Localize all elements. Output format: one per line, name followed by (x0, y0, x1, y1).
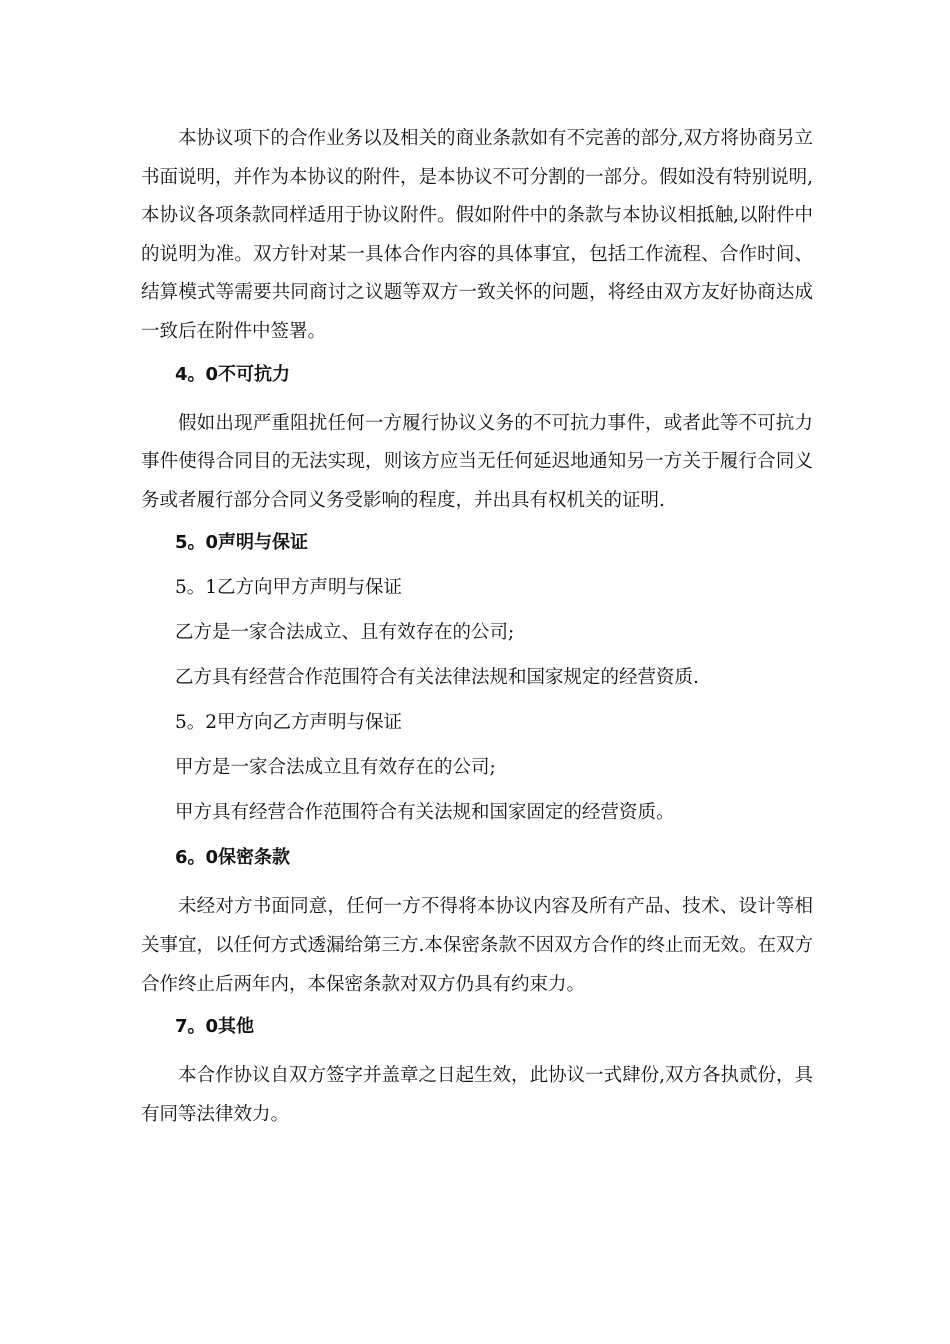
other-heading: 7。0其他 (175, 1016, 255, 1038)
warranty-item-5-1-a: 乙方是一家合法成立、且有效存在的公司; (175, 622, 515, 644)
attachments-paragraph: 本协议项下的合作业务以及相关的商业条款如有不完善的部分,双方将协商另立书面说明，并作为本协议的附件，是本协议不可分割的一部分。假如没有特别说明,本协议各项条款同样适用于协议附件。假如附件中的条款与本协议相抵触,以附件中的说明为准。双方针对某一具体合作内容的具体事宜，包括工作流程、合作时间、结算模式等需要共同商讨之议题等双方一致关怀的问题，将经由双方友好协商达成一致后在附件中签署。 (141, 128, 813, 342)
warranty-item-5-2-a: 甲方是一家合法成立且有效存在的公司; (175, 757, 496, 779)
warranty-heading: 5。0声明与保证 (175, 532, 309, 554)
warranty-item-5-2-b: 甲方具有经营合作范围符合有关法规和国家固定的经营资质。 (175, 802, 675, 824)
attachments-section (141, 120, 813, 352)
force-majeure-paragraph: 假如出现严重阻扰任何一方履行协议义务的不可抗力事件，或者此等不可抗力事件使得合同目的无法实现，则该方应当无任何延迟地通知另一方关于履行合同义务或者履行部分合同义务受影响的程度，并出具有权机关的证明. (141, 412, 813, 511)
document-body (141, 120, 813, 1142)
confidentiality-paragraph: 未经对方书面同意，任何一方不得将本协议内容及所有产品、技术、设计等相关事宜，以任何方式透漏给第三方.本保密条款不因双方合作的终止而无效。在双方合作终止后两年内，本保密条款对双方仍具有约束力。 (141, 896, 813, 995)
force-majeure-heading: 4。0不可抗力 (175, 363, 291, 385)
force-majeure-section (141, 405, 813, 521)
confidentiality-section (141, 888, 813, 1004)
other-paragraph: 本合作协议自双方签字并盖章之日起生效，此协议一式肆份,双方各执贰份，具有同等法律效力。 (141, 1065, 813, 1125)
warranty-subheading-5-2: 5。2甲方向乙方声明与保证 (175, 712, 403, 734)
warranty-item-5-1-b: 乙方具有经营合作范围符合有关法律法规和国家规定的经营资质. (175, 667, 699, 689)
confidentiality-heading: 6。0保密条款 (175, 847, 291, 869)
other-section (141, 1057, 813, 1134)
warranty-subheading-5-1: 5。1乙方向甲方声明与保证 (175, 577, 403, 599)
